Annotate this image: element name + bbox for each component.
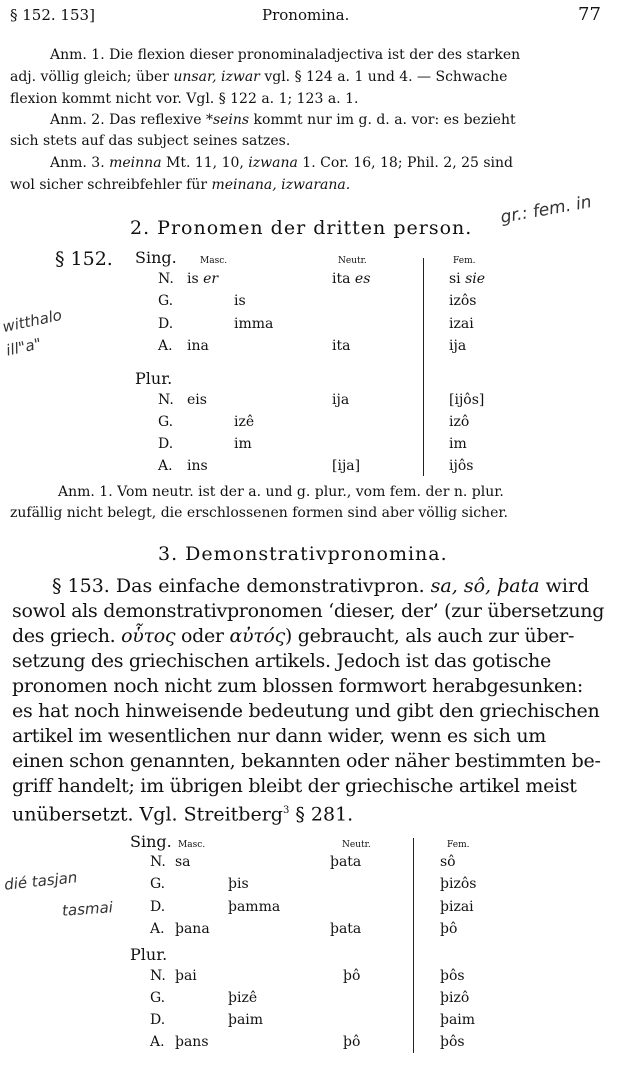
t2-sn-fem: sô — [440, 854, 456, 870]
s3-line-6: es hat noch hinweisende bedeutung und gibt den griechischen — [12, 700, 600, 722]
t2-sn-masc: sa — [175, 854, 191, 870]
table2-plur-label: Plur. — [130, 945, 168, 964]
s3-line-1: § 153. Das einfache demonstrativpron. sa, sô, þata wird — [52, 575, 590, 597]
table1-col-fem: Fem. — [453, 256, 476, 266]
t2-sg-masc: þis — [228, 876, 249, 892]
running-header-left: § 152. 153] — [10, 6, 95, 24]
t1-sa-neutr: ita — [332, 338, 351, 354]
t2-pa-fem: þôs — [440, 1034, 465, 1050]
section2-note-line-1: Anm. 1. Vom neutr. ist der a. und g. plur., vom fem. der n. plur. — [58, 484, 504, 500]
t1-pn-masc: eis — [187, 392, 207, 408]
t2-sa-masc: þana — [175, 921, 210, 937]
t1-pa-fem: ijôs — [449, 458, 474, 474]
t2-pd-masc: þaim — [228, 1012, 264, 1028]
note-1-line-3: flexion kommt nicht vor. Vgl. § 122 a. 1; 123 a. 1. — [10, 91, 359, 107]
t2-sn-case: N. — [150, 854, 166, 870]
table1-col-masc: Masc. — [200, 256, 228, 266]
t1-sa-case: A. — [158, 338, 173, 354]
table1-plur-label: Plur. — [135, 369, 173, 388]
t2-pg-fem: þizô — [440, 990, 470, 1006]
handwritten-note-fem: gr.: fem. in — [498, 192, 594, 228]
section2-note-line-2: zufällig nicht belegt, die erschlossenen formen sind aber völlig sicher. — [10, 505, 508, 521]
table2-col-fem: Fem. — [447, 840, 470, 850]
t1-sa-masc: ina — [187, 338, 209, 354]
t2-pn-fem: þôs — [440, 968, 465, 984]
t1-pd-masc: im — [234, 436, 252, 452]
s3-line-9: griff handelt; im übrigen bleibt der griechische artikel meist — [12, 775, 577, 797]
t2-pd-case: D. — [150, 1012, 166, 1028]
t2-sg-case: G. — [150, 876, 166, 892]
t2-sg-fem: þizôs — [440, 876, 477, 892]
t1-sn-masc: is er — [187, 271, 219, 287]
t2-pa-masc: þans — [175, 1034, 209, 1050]
t1-sd-fem: izai — [449, 316, 474, 332]
t2-pd-fem: þaim — [440, 1012, 476, 1028]
t2-pn-neutr: þô — [343, 968, 361, 984]
s3-line-5: pronomen noch nicht zum blossen formwort herabgesunken: — [12, 675, 583, 697]
t1-pd-fem: im — [449, 436, 467, 452]
t2-pa-case: A. — [150, 1034, 165, 1050]
t2-sd-masc: þamma — [228, 899, 281, 915]
table1-sing-label: Sing. — [135, 248, 177, 267]
s3-line-8: einen schon genannten, bekannten oder näher bestimmten be- — [12, 750, 601, 772]
table1-col-neutr: Neutr. — [338, 256, 367, 266]
s3-line-4: setzung des griechischen artikels. Jedoch ist das gotische — [12, 650, 551, 672]
handwritten-margin-2a: dié tasjan — [3, 868, 79, 894]
t2-pg-masc: þizê — [228, 990, 258, 1006]
table1-divider — [423, 258, 424, 476]
t1-sa-fem: ija — [449, 338, 467, 354]
t2-pg-case: G. — [150, 990, 166, 1006]
t2-sa-case: A. — [150, 921, 165, 937]
s3-line-3: des griech. οὗτος oder αὐτός) gebraucht, als auch zur über- — [12, 625, 575, 647]
t1-pn-case: N. — [158, 392, 174, 408]
t1-sn-fem: si sie — [449, 271, 486, 287]
table2-col-neutr: Neutr. — [342, 840, 371, 850]
t1-sd-masc: imma — [234, 316, 274, 332]
table2-col-masc: Masc. — [178, 840, 206, 850]
t2-pa-neutr: þô — [343, 1034, 361, 1050]
running-header-title: Pronomina. — [262, 6, 350, 24]
t2-sa-neutr: þata — [330, 921, 362, 937]
t1-pn-fem: [ijôs] — [449, 392, 485, 408]
note-label: Anm. 2. — [50, 112, 105, 128]
note-label: Anm. 3. — [50, 155, 105, 171]
note-3-line-1: Anm. 3. meinna Mt. 11, 10, izwana 1. Cor. 16, 18; Phil. 2, 25 sind — [50, 155, 513, 171]
table2-sing-label: Sing. — [130, 832, 172, 851]
s3-line-7: artikel im wesentlichen nur dann wider, wenn es sich um — [12, 725, 547, 747]
t1-pn-neutr: ija — [332, 392, 350, 408]
note-2-line-2: sich stets auf das subject seines satzes. — [10, 133, 291, 149]
note-3-line-2: wol sicher schreibfehler für meinana, izwarana. — [10, 177, 351, 193]
note-1-line-2: adj. völlig gleich; über unsar, izwar vgl. § 124 a. 1 und 4. — Schwache — [10, 69, 508, 85]
t1-pg-masc: izê — [234, 414, 255, 430]
paragraph-152-label: § 152. — [55, 248, 113, 270]
t2-sd-fem: þizai — [440, 899, 474, 915]
s3-line-10: unübersetzt. Vgl. Streitberg$^3$ § 281. — [12, 803, 354, 826]
note-label: Anm. 1. — [58, 484, 113, 500]
s3-line-2: sowol als demonstrativpronomen ‘dieser, der’ (zur übersetzung — [12, 600, 605, 622]
handwritten-margin-1a: witthalo — [0, 305, 64, 337]
t2-sn-neutr: þata — [330, 854, 362, 870]
note-1-line-1: Anm. 1. Die flexion dieser pronominaladjectiva ist der des starken — [50, 47, 521, 63]
t1-pd-case: D. — [158, 436, 174, 452]
t1-sg-masc: is — [234, 293, 246, 309]
t2-pn-masc: þai — [175, 968, 197, 984]
t1-sg-case: G. — [158, 293, 174, 309]
handwritten-margin-2b: tasmai — [61, 898, 114, 920]
t2-pn-case: N. — [150, 968, 166, 984]
section-2-heading: 2. Pronomen der dritten person. — [130, 217, 473, 239]
handwritten-margin-1b: ill"a" — [4, 334, 43, 360]
t1-pg-fem: izô — [449, 414, 470, 430]
t1-sn-case: N. — [158, 271, 174, 287]
t2-sd-case: D. — [150, 899, 166, 915]
t1-pa-neutr: [ija] — [332, 458, 361, 474]
t2-sa-fem: þô — [440, 921, 458, 937]
t1-pg-case: G. — [158, 414, 174, 430]
note-label: Anm. 1. — [50, 47, 105, 63]
t1-sg-fem: izôs — [449, 293, 477, 309]
t1-pa-masc: ins — [187, 458, 208, 474]
note-2-line-1: Anm. 2. Das reflexive *seins kommt nur im g. d. a. vor: es bezieht — [50, 112, 516, 128]
t1-sd-case: D. — [158, 316, 174, 332]
t1-pa-case: A. — [158, 458, 173, 474]
table2-divider — [413, 838, 414, 1053]
page-number: 77 — [578, 4, 601, 25]
t1-sn-neutr: ita es — [332, 271, 371, 287]
section-3-heading: 3. Demonstrativpronomina. — [158, 543, 448, 565]
